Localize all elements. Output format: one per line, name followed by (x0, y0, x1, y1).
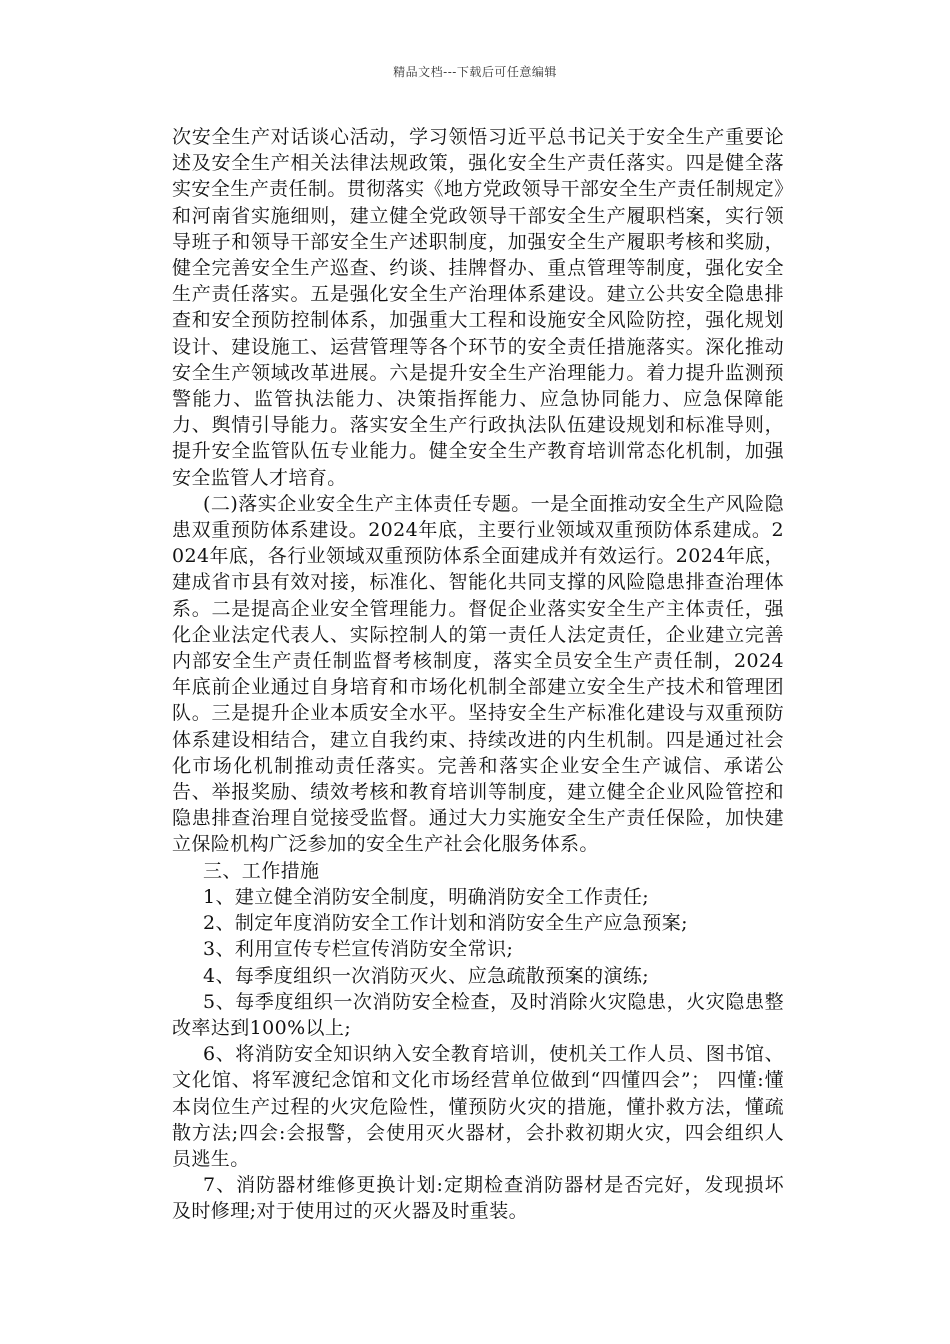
page-header: 精品文档---下载后可任意编辑 (393, 65, 557, 79)
document-body (172, 124, 784, 1225)
measure-item-1: 1、建立健全消防安全制度，明确消防安全工作责任; (203, 885, 650, 908)
section-heading-measures: 三、工作措施 (203, 859, 320, 882)
measure-item-5: 5、每季度组织一次消防安全检查，及时消除火灾隐患，火灾隐患整改率达到100%以上; (172, 990, 784, 1039)
paragraph-enterprise-responsibility: (二)落实企业安全生产主体责任专题。一是全面推动安全生产风险隐患双重预防体系建设。2024年底，主要行业领域双重预防体系建成。2024年底，各行业领域双重预防体系全面建成并有效运行。2024年底，建成省市县有效对接，标准化、智能化共同支撑的风险隐患排查治理体系。二是提高企业安全管理能力。督促企业落实安全生产主体责任，强化企业法定代表人、实际控制人的第一责任人法定责任，企业建立完善内部安全生产责任制监督考核制度，落实全员安全生产责任制，2024年底前企业通过自身培育和市场化机制全部建立安全生产技术和管理团队。三是提升企业本质安全水平。坚持安全生产标准化建设与双重预防体系建设相结合，建立自我约束、持续改进的内生机制。四是通过社会化市场化机制推动责任落实。完善和落实企业安全生产诚信、承诺公告、举报奖励、绩效考核和教育培训等制度，建立健全企业风险管控和隐患排查治理自觉接受监督。通过大力实施安全生产责任保险，加快建立保险机构广泛参加的安全生产社会化服务体系。 (172, 492, 784, 856)
measure-item-4: 4、每季度组织一次消防灭火、应急疏散预案的演练; (203, 964, 650, 987)
measure-item-7: 7、消防器材维修更换计划:定期检查消防器材是否完好，发现损坏及时修理;对于使用过的灭火器及时重装。 (172, 1174, 784, 1223)
paragraph-continuation: 次安全生产对话谈心活动，学习领悟习近平总书记关于安全生产重要论述及安全生产相关法律法规政策，强化安全生产责任落实。四是健全落实安全生产责任制。贯彻落实《地方党政领导干部安全生产责任制规定》和河南省实施细则，建立健全党政领导干部安全生产履职档案，实行领导班子和领导干部安全生产述职制度，加强安全生产履职考核和奖励，健全完善安全生产巡查、约谈、挂牌督办、重点管理等制度，强化安全生产责任落实。五是强化安全生产治理体系建设。建立公共安全隐患排查和安全预防控制体系，加强重大工程和设施安全风险防控，强化规划设计、建设施工、运营管理等各个环节的安全责任措施落实。深化推动安全生产领域改革进展。六是提升安全生产治理能力。着力提升监测预警能力、监管执法能力、决策指挥能力、应急协同能力、应急保障能力、舆情引导能力。落实安全生产行政执法队伍建设规划和标准导则，提升安全监管队伍专业能力。健全安全生产教育培训常态化机制，加强安全监管人才培育。 (172, 126, 784, 489)
measure-item-2: 2、制定年度消防安全工作计划和消防安全生产应急预案; (203, 912, 688, 935)
measure-item-6: 6、将消防安全知识纳入安全教育培训，使机关工作人员、图书馆、文化馆、将军渡纪念馆和文化市场经营单位做到“四懂四会”； 四懂:懂本岗位生产过程的火灾危险性，懂预防火灾的措施，懂扑救方法，懂疏散方法;四会:会报警，会使用灭火器材，会扑救初期火灾，四会组织人员逃生。 (172, 1043, 784, 1170)
measure-item-3: 3、利用宣传专栏宣传消防安全常识; (203, 938, 514, 961)
